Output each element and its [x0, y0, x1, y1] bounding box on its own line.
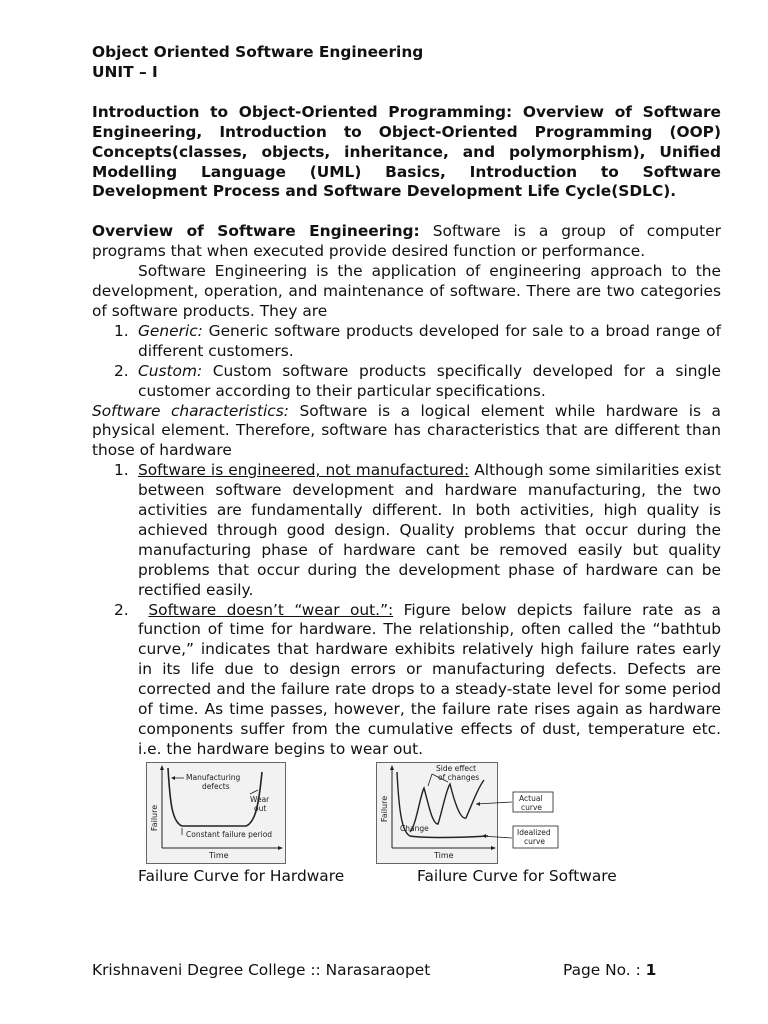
- software-actual-label-2: curve: [521, 802, 543, 812]
- failure-curve-figures: [92, 762, 721, 867]
- page-label: Page No. :: [563, 961, 646, 979]
- hardware-wear-label: Wear: [250, 794, 270, 804]
- overview-text: Software is a group of computer programs that when executed provide desired function or performance.: [92, 222, 722, 261]
- syllabus-paragraph: [92, 103, 721, 203]
- unit-heading: UNIT – I: [92, 62, 158, 81]
- page-number-label: [563, 961, 656, 981]
- characteristics-term: Software characteristics:: [92, 401, 289, 420]
- list-number: 2.: [114, 361, 129, 380]
- characteristics-list: [92, 461, 721, 760]
- software-xlabel: Time: [434, 850, 454, 860]
- software-failure-figure: [376, 762, 566, 864]
- software-failure-curve: [376, 762, 566, 864]
- category-term: Custom:: [138, 361, 203, 380]
- list-number: 2.: [114, 600, 129, 619]
- category-term: Generic:: [138, 321, 203, 340]
- hardware-xlabel: Time: [209, 850, 229, 860]
- page-number: 1: [645, 961, 657, 979]
- software-caption: Failure Curve for Software: [417, 866, 617, 885]
- hardware-caption: Failure Curve for Hardware: [138, 866, 345, 885]
- software-ylabel: Failure: [380, 795, 389, 822]
- point-text: Figure below depicts failure rate as a function of time for hardware. The relationship, often called the “bathtub curve,” indicates that hardware exhibits relatively high failure rates early in its life due to design errors or manufacturing defects. Defects are corrected and the failure rate drops to a steady-state level for some period of time. As time passes, however, the failure rate rises again as hardware components suffer from the cumulative effects of dust, temperature etc. i.e. the hardware begins to wear out.: [138, 600, 721, 758]
- list-number: 1.: [114, 321, 129, 340]
- software-idealized-label-2: curve: [524, 836, 546, 846]
- list-item: [92, 461, 721, 600]
- hardware-defects-label-2: defects: [202, 781, 230, 791]
- hardware-defects-label: Manufacturing: [186, 772, 241, 782]
- document-page: [92, 43, 721, 887]
- software-side-effect-label: Side effect: [436, 763, 477, 773]
- list-number: 1.: [114, 461, 129, 480]
- hardware-constant-label: Constant failure period: [186, 829, 273, 839]
- overview-paragraph-2: Software Engineering is the application of engineering approach to the development, operation, and maintenance of software. There are two categories of software products. They are: [92, 262, 721, 320]
- software-actual-label: Actual: [519, 793, 543, 803]
- hardware-failure-curve: [146, 762, 286, 864]
- document-title: Object Oriented Software Engineering: [92, 43, 424, 61]
- software-change-label: Change: [400, 823, 429, 833]
- list-item: [92, 601, 721, 760]
- overview-heading: Overview of Software Engineering:: [92, 222, 420, 241]
- category-text: Custom software products specifically developed for a single customer according to their particular specifications.: [138, 361, 721, 400]
- hardware-failure-figure: [146, 762, 286, 864]
- figure-captions: [92, 867, 721, 887]
- list-item: [92, 322, 721, 362]
- categories-list: [92, 322, 721, 402]
- characteristics-text: Software is a logical element while hardware is a physical element. Therefore, software has characteristics that are different than those of hardware: [92, 401, 721, 460]
- hardware-ylabel: Failure: [150, 804, 159, 831]
- list-item: [92, 362, 721, 402]
- point-text: Although some similarities exist between software development and hardware manufacturing, the two activities are fundamentally different. In both activities, high quality is achieved through good design. Quality problems that occur during the manufacturing phase of hardware cant be removed easily but quality problems that occur during the development phase of hardware can be rectified easily.: [138, 461, 721, 599]
- syllabus-text: Introduction to Object-Oriented Programming: Overview of Software Engineering, Introduction to Object-Oriented Programming (OOP) Concepts(classes, objects, inheritance, and polymorphism), Unified Modelling Language (UML) Basics, Introduction to Software Development Process and Software Development Life Cycle(SDLC).: [92, 102, 721, 201]
- software-side-effect-label-2: of changes: [438, 772, 480, 782]
- point-heading: Software doesn’t “wear out.”:: [148, 600, 394, 619]
- characteristics-paragraph: [92, 402, 721, 462]
- software-idealized-label: Idealized: [517, 827, 551, 837]
- overview-paragraph: [92, 222, 721, 262]
- college-name: Krishnaveni Degree College :: Narasaraopet: [92, 961, 431, 979]
- point-heading: Software is engineered, not manufactured:: [138, 461, 470, 480]
- category-text: Generic software products developed for sale to a broad range of different customers.: [138, 321, 721, 360]
- hardware-wear-label-2: out: [254, 803, 267, 813]
